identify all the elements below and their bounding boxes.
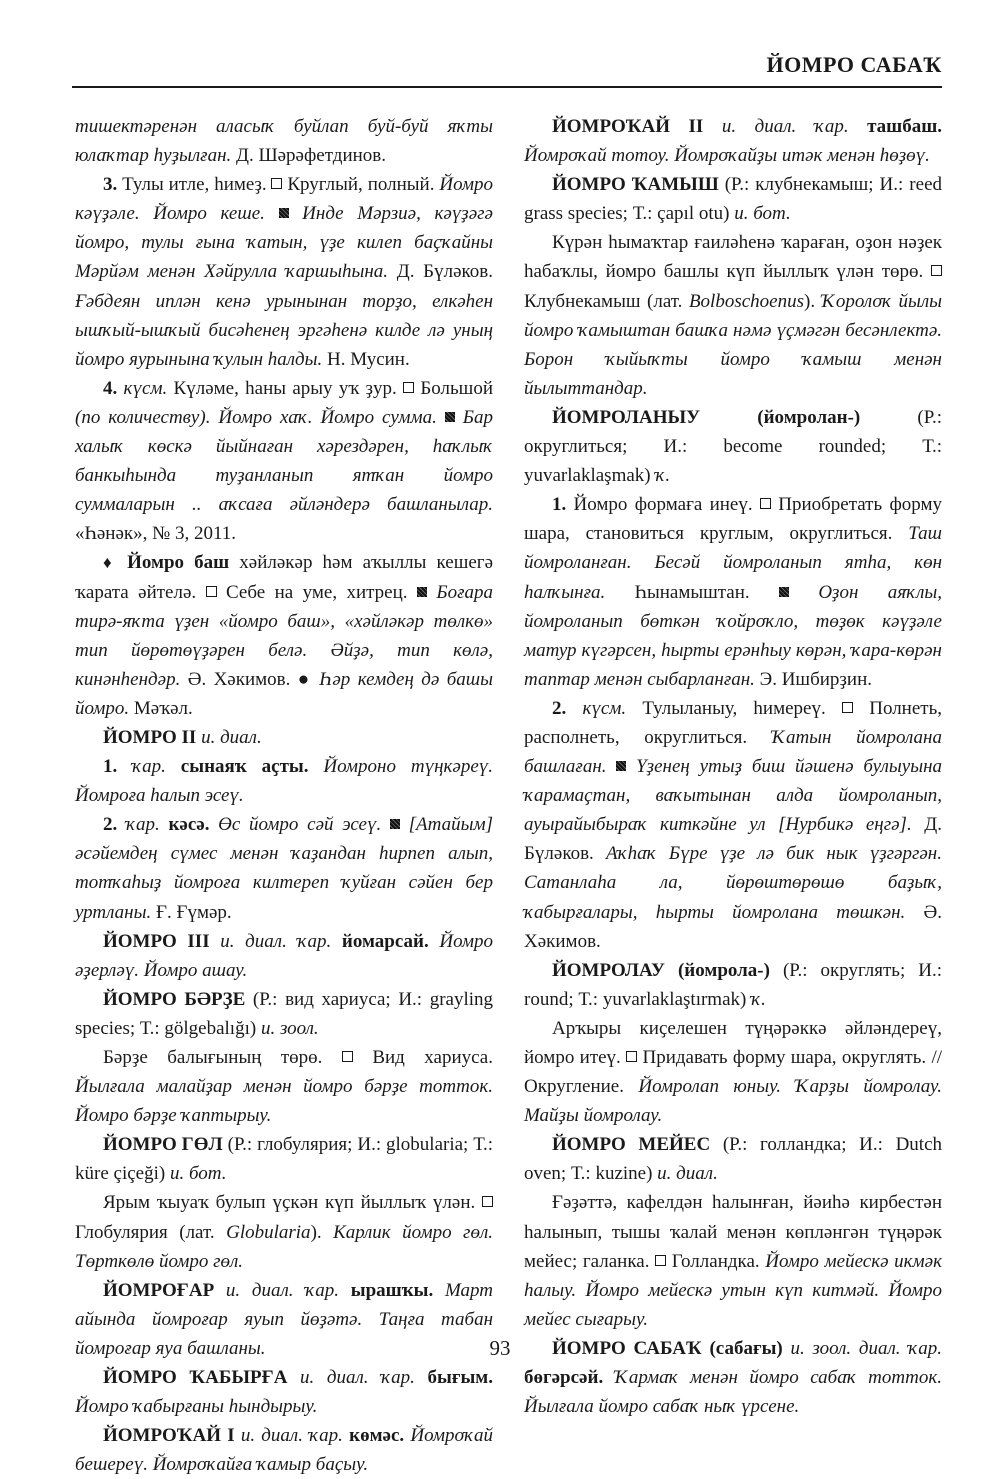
cross-reference: бығым. [414, 1367, 493, 1389]
example-text: Карлик йомро гөл. Төрткөлө йомро гөл. [75, 1221, 493, 1272]
definition: хәйләкәр һәм аҡыллы кешегә ҡарата әйтелә. [75, 552, 493, 603]
source-citation: «Һәнәк», № 3, 2011. [75, 523, 237, 545]
cross-reference: кәсә. [159, 814, 210, 836]
headword: ЙОМРО МЕЙЕС [552, 1134, 711, 1156]
example-text: Боғара тирә-яҡта үҙен «йомро баш», «хәйләкәр төлкө» тип йөрөтөүҙәрен белә. Әйҙә, тип көлә, кинәнһендәр. [75, 581, 493, 690]
headword: ЙОМРО II [103, 726, 197, 748]
literary-example-icon [417, 587, 427, 597]
sense-4 [75, 374, 493, 549]
example-text: Март айында йомроғар яуып йөҙәтә. Таңға табан йомроғар яуа башланы. [75, 1279, 493, 1359]
usage-mark: и. бот. [165, 1163, 227, 1185]
usage-mark: и. диал. [652, 1163, 718, 1185]
square-marker-icon [206, 586, 217, 597]
sense-2 [524, 694, 942, 956]
idiom-entry: ♦ Йомро баш хәйләкәр һәм аҡыллы кешегә ҡарата әйтелә. Себе на уме, хитрец. Боғара тирә-яҡта үҙен «йомро баш», «хәйләкәр төлкө» тип йөрөтөүҙәрен белә. Әйҙә, тип көлә, кинәнһендәр. Ә. Хәкимов. ● Һәр кемдең дә башы йомро. Мәҡәл. [75, 552, 493, 719]
source-citation: Э. Ишбирҙин. [754, 668, 872, 690]
latin-name: Bolboschoenus [688, 290, 804, 312]
definition: Тулы итле, һимеҙ. [117, 174, 272, 196]
usage-mark: и. зоол. диал. ҡар. [782, 1337, 942, 1359]
example-text: Ҡармаҡ менән йомро сабаҡ тотток. Йылғала йомро сабаҡ ныҡ үрсене. [524, 1367, 942, 1418]
running-head: ЙОМРО САБАҠ [766, 52, 942, 77]
example-text: Йомро кәүҙәле. Йомро кеше. [75, 174, 493, 225]
entry-header [524, 403, 942, 490]
square-marker-icon [655, 1255, 666, 1266]
headword: ЙОМРО ҠАМЫШ [552, 174, 719, 196]
russian-equivalent: Приобретать форму шара, становиться круглым, округлиться. [524, 494, 942, 545]
definition: Күләме, һаны арыу уҡ ҙур. [167, 377, 404, 399]
entry-body [524, 1014, 942, 1130]
example-text: Йомро ҡабырғаны һындырыу. [75, 1396, 318, 1418]
russian-equivalent: ). [310, 1221, 334, 1243]
usage-mark: и. бот. [729, 203, 791, 225]
example-text: Инде Мәрзиә, кәүҙәгә йомро, тулы ғына ҡатын, үҙе килеп баҫҡайны Мәрйәм менән Хәйрулла ҡаршыһына. [75, 203, 493, 283]
example-text: Өс йомро сәй эсеү. [209, 814, 382, 836]
literary-example-icon [390, 819, 400, 829]
cross-reference: сынаяҡ аҫты. [165, 756, 309, 778]
headword: ЙОМРО ҠАБЫРҒА [103, 1367, 288, 1389]
entry [75, 1363, 493, 1421]
definition: Тулыланыу, һимереү. [626, 697, 842, 719]
translations: (Р.: вид хариуса; И.: grayling species; Т.: gölgebalığı) [75, 988, 494, 1039]
example-text: Йомро мейескә икмәк һалыу. Йомро мейескә утын күп китмәй. Йомро мейес сығарыу. [524, 1250, 943, 1330]
usage-mark: и. зоол. [256, 1017, 319, 1039]
sense-1 [524, 490, 942, 694]
source-citation: Ә. Хәкимов. [524, 901, 942, 952]
square-marker-icon [271, 178, 282, 189]
definition: Йомро формаға инеү. [566, 494, 760, 516]
source-citation: Д. Бүләков. [524, 814, 942, 865]
usage-mark: и. диал. [196, 726, 262, 748]
translations: (Р.: округлять; И.: round; Т.: yuvarlaklaştırmak) [524, 959, 942, 1010]
example-text: Аҡһаҡ Бүре үҙе лә бик нык үҙгәргән. Сатанлаһа ла, йөрөштөрөшө баҙыҡ, ҡабырғалары, һырты йомролана төшкән. [524, 843, 942, 923]
definition: Ғәҙәттә, кафелдән һалынған, йәиһә кирбестән һалынып, тышы ҡалай менән көпләнгән түңәрәк мейес; галанка. [524, 1192, 942, 1272]
translations: (Р.: клубнекамыш; И.: reed grass species; Т.: çapıl otu) [524, 174, 942, 225]
definition: Бәрҙе балығының төрө. [103, 1047, 342, 1068]
sense-number: 1. [552, 494, 567, 516]
entry-header [524, 956, 942, 1014]
example-text: Йомролап юныу. Ҡарҙы йомролау. Майҙы йомролау. [524, 1076, 943, 1127]
literary-example-icon [279, 208, 289, 218]
entry-body [524, 1188, 942, 1333]
usage-mark: и. диал. ҡар. [703, 116, 849, 137]
example-text: [Атайым] әсәйемдең сүмес менән ҡаҙандан һирпеп алып, тотҡаһыҙ йомроға килтереп ҡуйған сәйен бер уртланы. [75, 814, 494, 923]
cross-reference: көмәс. [342, 1425, 405, 1447]
russian-equivalent: Придавать форму шара, округлять. // Округление. [524, 1047, 942, 1098]
russian-note: (по количеству). [75, 406, 211, 428]
latin-name: Globularia [226, 1221, 311, 1243]
literary-example-icon [616, 761, 626, 771]
example-text: Йомроҡай тотоу. Йомроҡайҙы итәк менән һөҙөү. [524, 145, 930, 167]
headword: ЙОМРОЛАНЫУ (йомролан-) [552, 406, 861, 428]
russian-equivalent: Себе на уме, хитрец. [216, 581, 417, 603]
entry-body [75, 1043, 493, 1130]
literary-example-icon [779, 587, 789, 597]
cross-reference: ырашҡы. [339, 1279, 434, 1301]
headword: ЙОМРОЛАУ (йомрола-) [552, 959, 770, 981]
usage-mark: ҡ. [746, 988, 766, 1010]
example-text: Йомро хаҡ. Йомро сумма. [210, 406, 437, 428]
entry-header [75, 1130, 493, 1188]
example-text: Йылғала малайҙар менән йомро бәрҙе тотток. Йомро бәрҙе ҡаптырыу. [75, 1076, 493, 1127]
usage-mark: күсм. [566, 697, 627, 719]
square-marker-icon [760, 498, 771, 509]
entry [524, 112, 942, 170]
headword: ЙОМРО САБАҠ (сабағы) [552, 1337, 783, 1359]
translations: (Р.: голландка; И.: Dutch oven; Т.: kuzine) [524, 1134, 943, 1185]
literary-example-icon [445, 412, 455, 422]
usage-mark: и. диал. ҡар. [287, 1367, 415, 1389]
russian-equivalent: Полнеть, располнеть, округлиться. [524, 697, 942, 748]
example-text: Үҙенең утыҙ биш йәшенә булыуына ҡарамаҫтан, ваҡытынан алда йомроланып, ауырайыбыраҡ киткәйне ул [Нурбикә еңгә]. [524, 756, 942, 836]
example-text: Оҙон аяҡлы, йомроланып бөткән ҡойроҡло, төҙөк кәүҙәле матур күгәрсен, һырты ерәнһыу көрән, ҡара-көрән таптар менән сыбарланған. [524, 581, 942, 690]
proverb-text: Һәр кемдең дә башы йомро. [75, 668, 493, 719]
entry [75, 927, 493, 985]
example-text: Таш йомроланған. Бесәй йомроланып ятһа, көн һалҡынға. [524, 523, 942, 603]
sense-number: 1. [103, 756, 118, 778]
example-text: Ҡоролоҡ йылы йомро ҡамыштан башҡа нәмә үҫмәгән бесәнлектә. Борон ҡыйыҡты йомро ҡамыш менән йылыттандар. [524, 290, 943, 399]
header-rule [72, 86, 942, 88]
russian-equivalent: Голландка. [666, 1250, 766, 1272]
russian-equivalent: Большой [414, 377, 493, 399]
cross-reference: бөгәрсәй. [524, 1367, 604, 1389]
headword: ЙОМРО БӘРҘЕ [103, 988, 246, 1010]
square-marker-icon [842, 702, 853, 713]
usage-mark: ҡ. [650, 465, 671, 487]
definition: Күрән һымаҡтар ғаиләһенә ҡараған, оҙон нәҙек һабаҡлы, йомро башлы күп йыллыҡ үлән төрө. [524, 232, 942, 283]
example-text: Йомроно түңкәреү. Йомроға һалып эсеү. [75, 756, 494, 807]
entry-header [75, 723, 493, 752]
translations: (Р.: глобулярия; И.: globularia; Т.: küre çiçeği) [75, 1134, 493, 1185]
square-marker-icon [403, 382, 414, 393]
example-text: тишектәренән аласыҡ буйлап буй-буй яҡты юлаҡтар һуҙылған. [75, 116, 493, 167]
usage-mark: ҡар. [117, 756, 166, 778]
headword: ЙОМРО ГӨЛ [103, 1134, 223, 1156]
entry-continuation [75, 112, 493, 170]
source-citation: Ғ. Ғүмәр. [151, 901, 232, 923]
sense-3 [75, 170, 493, 374]
cross-reference: ташбаш. [848, 116, 942, 137]
headword: ЙОМРО III [103, 930, 210, 952]
usage-mark: и. диал. ҡар. [209, 930, 332, 952]
entry [75, 1421, 493, 1479]
square-marker-icon [931, 265, 942, 276]
example-text: Йомро әҙерләү. Йомро ашау. [75, 930, 494, 981]
usage-mark: күсм. [117, 377, 168, 399]
source-citation: Ә. Хәкимов. [180, 668, 298, 690]
entry-body [75, 1188, 493, 1275]
entry-header [524, 1130, 942, 1188]
diamond-icon: ♦ [103, 553, 118, 573]
russian-equivalent: Круглый, полный. [282, 174, 440, 196]
sense-number: 2. [552, 697, 567, 719]
square-marker-icon [342, 1051, 353, 1062]
page-number: 93 [489, 1336, 511, 1360]
headword: ЙОМРОҒАР [103, 1279, 215, 1301]
sense-1 [75, 752, 493, 810]
usage-mark: и. диал. ҡар. [234, 1425, 343, 1447]
source-citation: Д. Шәрәфетдинов. [231, 145, 387, 167]
definition: Арҡыры киҫелешен түңәрәккә әйләндереү, йомро итеү. [524, 1017, 942, 1068]
russian-equivalent: ). [804, 290, 822, 312]
usage-mark: и. диал. ҡар. [214, 1279, 340, 1301]
source-citation: Д. Бүләков. [388, 261, 493, 283]
usage-mark: ҡар. [117, 814, 160, 836]
translations: (Р.: округлиться; И.: become rounded; Т.: yuvarlaklaşmak) [524, 406, 942, 487]
source-citation: Мәҡәл. [129, 697, 193, 719]
example-text: Ғәбдеян иплән кенә урынынан торҙо, елкәһен ышҡый-ышҡый бисәһенең эргәһенә килде лә уның йомро яурынына ҡулын һалды. [75, 290, 493, 370]
right-column [524, 112, 942, 1421]
sense-number: 4. [103, 377, 118, 399]
headword: ЙОМРОҠАЙ I [103, 1425, 235, 1447]
sense-number: 2. [103, 814, 118, 836]
russian-equivalent: Вид хариуса. [352, 1047, 493, 1068]
example-text: Бар халыҡ көскә йыйнаған хәрездәрен, һаҡлыҡ банкыһында туҙанланып ятҡан йомро суммаларын .. аҡсаға әйләндерә башланылар. [75, 406, 493, 516]
entry-header [75, 985, 493, 1043]
sense-2 [75, 810, 493, 926]
example-text: Ҡатын йомролана башлаған. [524, 726, 942, 778]
square-marker-icon [482, 1196, 493, 1207]
entry-header [524, 170, 942, 228]
idiom-headword: Йомро баш [117, 552, 230, 574]
definition: Ярым ҡыуаҡ булып үҫкән күп йыллыҡ үлән. [103, 1192, 482, 1214]
left-column [75, 112, 493, 1479]
russian-equivalent: Клубнекамыш (лат. [524, 290, 689, 312]
source-citation: Һынамыштан. [605, 581, 779, 603]
entry-body [524, 228, 942, 403]
sense-number: 3. [103, 174, 118, 196]
cross-reference: йомарсай. [331, 930, 429, 952]
square-marker-icon [626, 1051, 637, 1062]
russian-equivalent: Глобулярия (лат. [75, 1221, 227, 1243]
example-text: Йомроҡай бешереү. Йомроҡайға ҡамыр баҫыу. [75, 1425, 493, 1476]
source-citation: Н. Мусин. [322, 348, 410, 370]
headword: ЙОМРОҠАЙ II [552, 116, 704, 137]
